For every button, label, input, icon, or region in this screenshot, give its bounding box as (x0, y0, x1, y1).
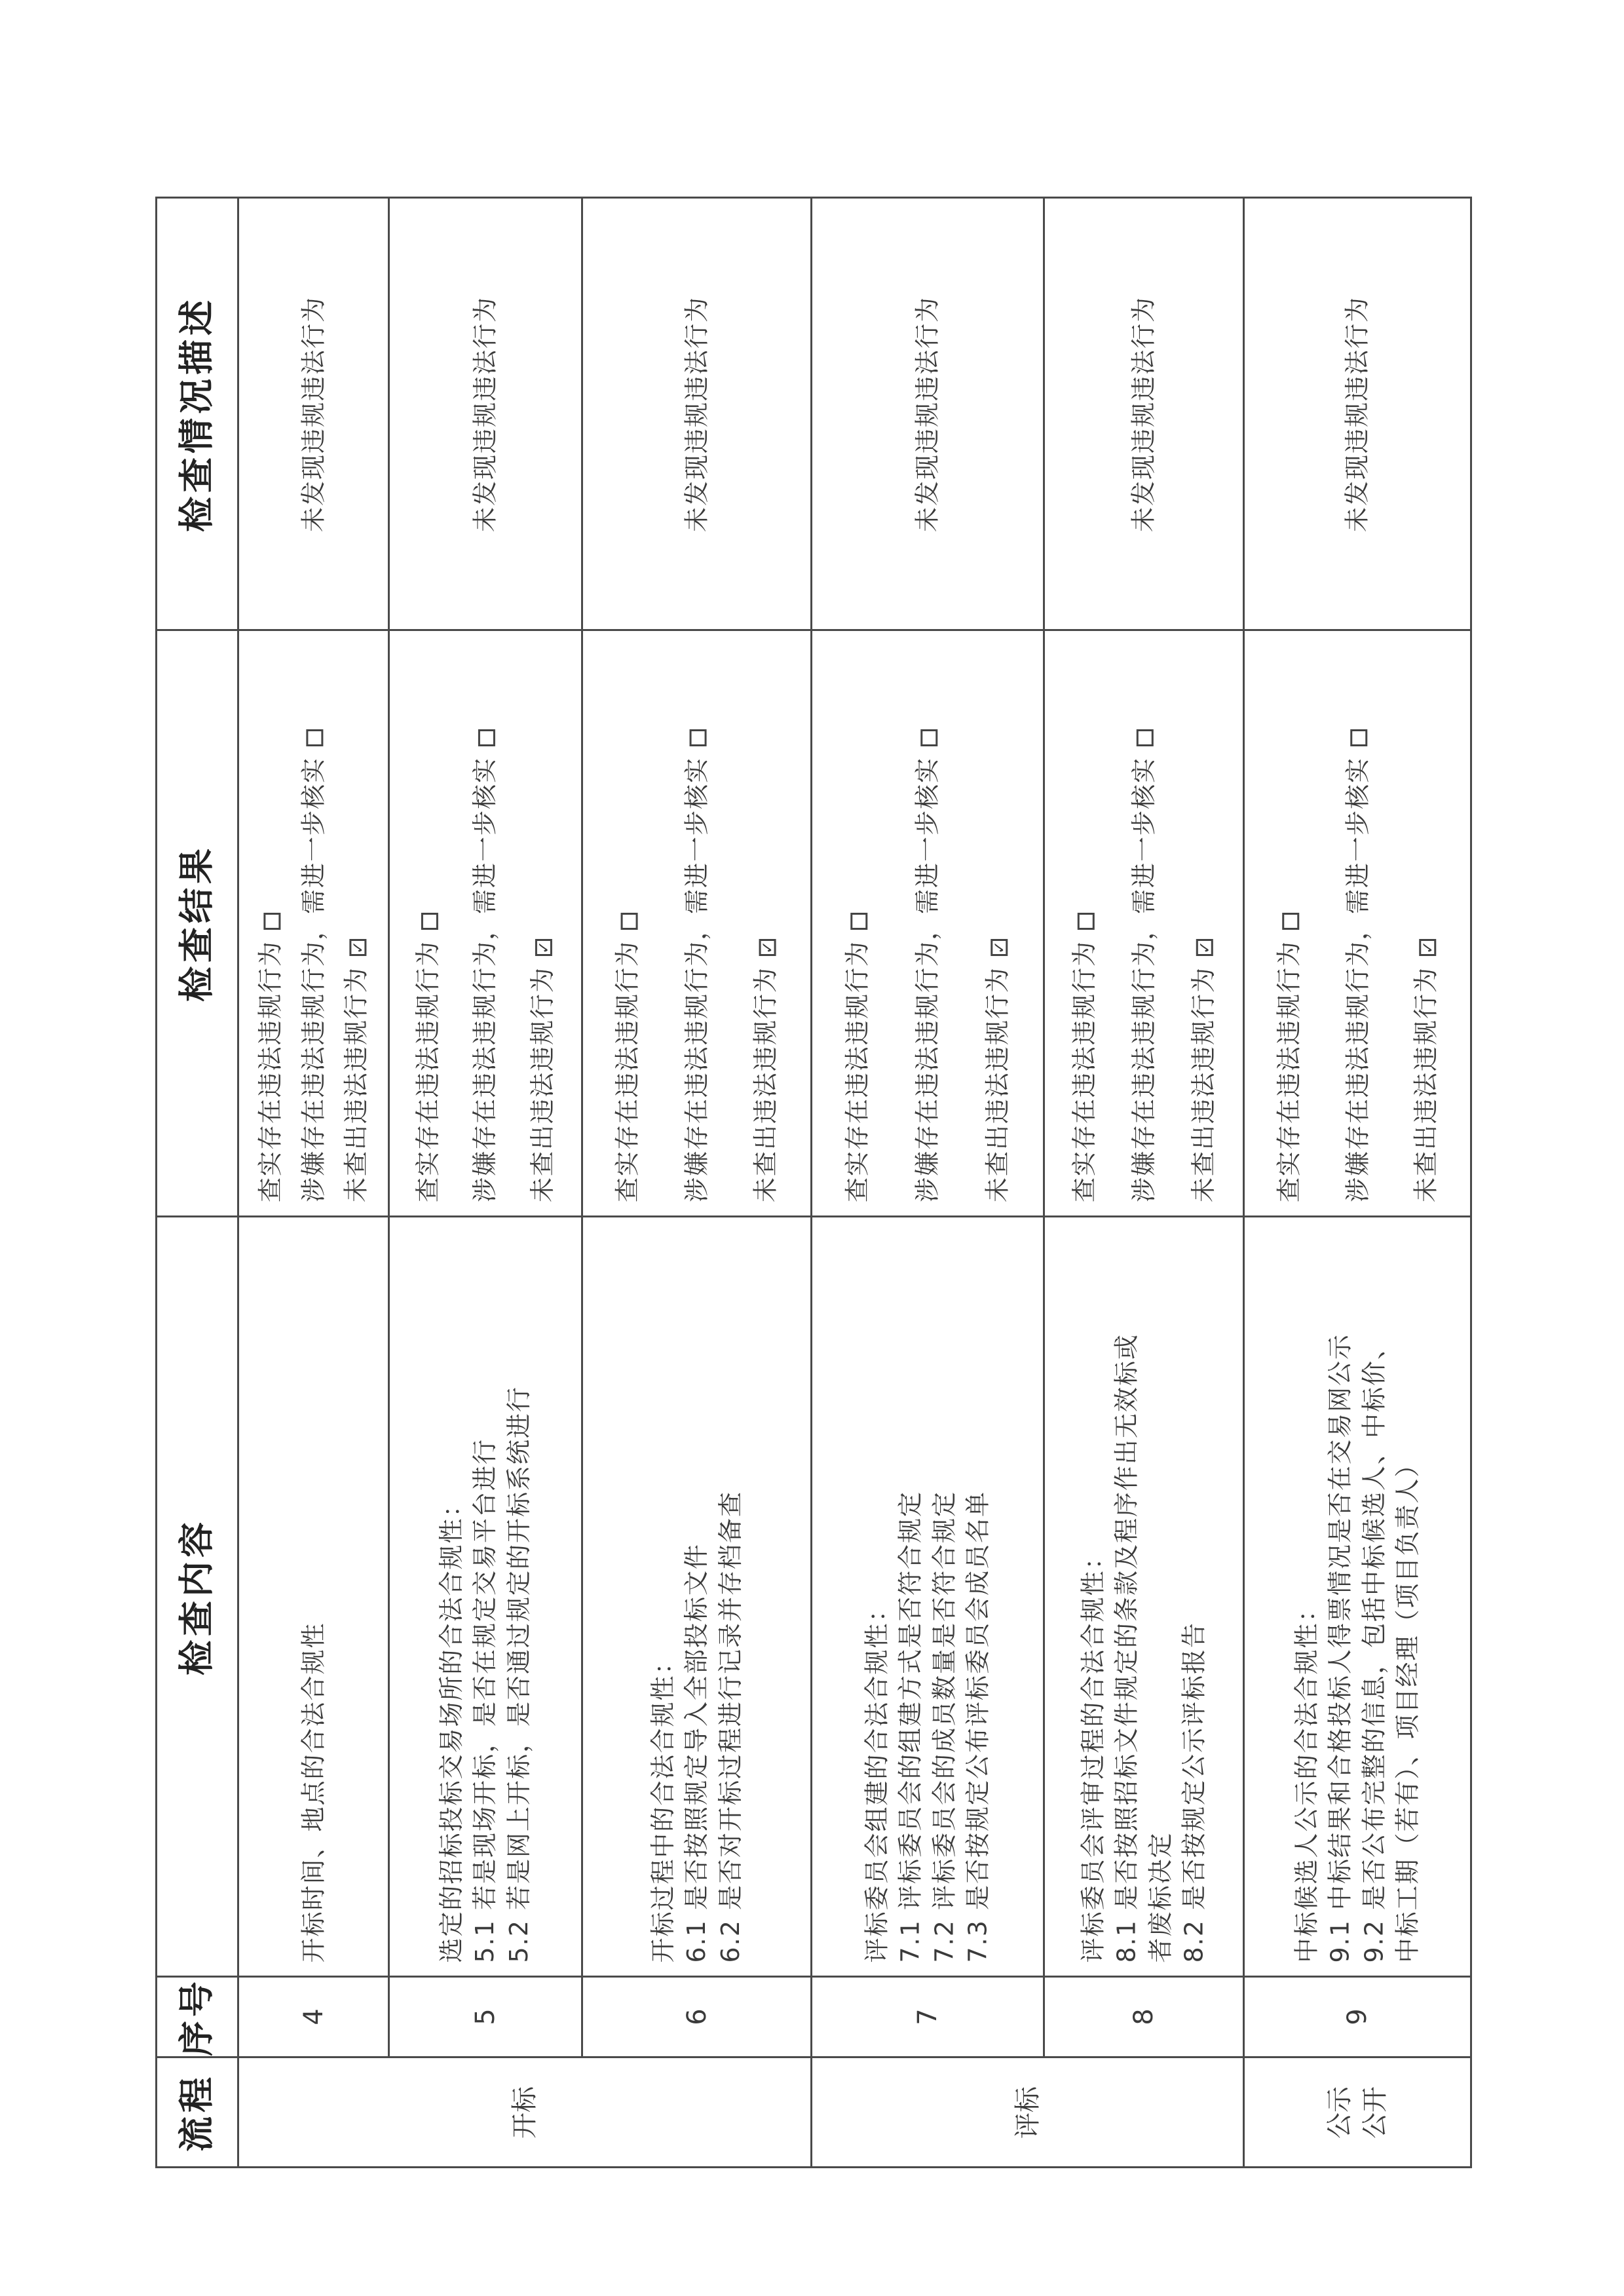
content-line: 9.2 是否公布完整的信息，包括中标候选人、中标价、 (1359, 1333, 1388, 1962)
content-line: 中标工期（若有）、项目经理（项目负责人） (1393, 1450, 1422, 1962)
desc-cell (1245, 199, 1470, 629)
process-name: 开标 (510, 2086, 540, 2139)
desc-cell (390, 199, 581, 629)
content-cell (1245, 1217, 1470, 1976)
process-cell-gongshi (1245, 2058, 1470, 2166)
seq-number: 9 (1342, 2008, 1372, 2025)
result-cell (390, 631, 581, 1215)
header-desc-label: 检查情况描述 (176, 296, 217, 532)
desc-text: 未发现违规违法行为 (1129, 296, 1158, 532)
desc-text: 未发现违规违法行为 (681, 296, 711, 532)
content-text (1290, 1231, 1424, 1962)
desc-text: 未发现违规违法行为 (913, 296, 942, 532)
result-options (400, 644, 571, 1202)
content-line: 9.1 中标结果和合格投标人得票情况是否在交易网公示 (1325, 1333, 1355, 1962)
desc-text: 未发现违规违法行为 (470, 296, 500, 532)
content-line: 中标候选人公示的合法合规性： (1292, 1595, 1321, 1962)
checkbox-empty-icon[interactable] (620, 913, 637, 930)
result-options (249, 644, 378, 1202)
result-option-label: 查实存在违法违规行为 (1069, 940, 1099, 1202)
content-line: 5.2 若是网上开标，是否通过规定的开标系统进行 (504, 1385, 533, 1962)
checkbox-empty-icon[interactable] (850, 913, 867, 930)
process-name: 公示 公开 (1325, 2086, 1390, 2139)
header-content (157, 1217, 237, 1976)
result-option-label: 查实存在违法违规行为 (1274, 940, 1304, 1202)
result-option-label: 查实存在违法违规行为 (413, 940, 442, 1202)
desc-cell (812, 199, 1043, 629)
content-text (435, 1231, 536, 1962)
result-cell (1045, 631, 1243, 1215)
result-option-label: 未查出违法违规行为 (527, 966, 557, 1202)
result-option (514, 644, 571, 1202)
content-cell (390, 1217, 581, 1976)
result-option-label: 未查出违法违规行为 (1411, 966, 1441, 1202)
checkbox-empty-icon[interactable] (1282, 913, 1299, 930)
process-name: 评标 (1012, 2086, 1043, 2139)
desc-cell (1045, 199, 1243, 629)
checkbox-empty-icon[interactable] (306, 729, 323, 746)
result-option-label: 涉嫌存在违法违规行为，需进一步核实 (1342, 756, 1372, 1202)
result-option (593, 644, 662, 1202)
seq-number: 4 (298, 2008, 329, 2025)
content-line: 7.2 评标委员会的成员数量是否符合规定 (930, 1490, 958, 1962)
result-option (335, 644, 378, 1202)
result-option (1055, 644, 1114, 1202)
header-content-label: 检查内容 (176, 1518, 217, 1675)
result-option-label: 查实存在违法违规行为 (613, 940, 642, 1202)
result-option (249, 644, 292, 1202)
desc-cell (239, 199, 388, 629)
result-option (822, 644, 892, 1202)
checkbox-checked-icon[interactable] (759, 939, 776, 956)
checkbox-checked-icon[interactable] (535, 939, 552, 956)
header-process (157, 2058, 237, 2166)
content-text (647, 1231, 747, 1962)
content-line: 8.2 是否按规定公示评标报告 (1179, 1621, 1209, 1962)
result-option-label: 未查出违法违规行为 (341, 966, 371, 1202)
content-line: 6.1 是否按照规定导入全部投标文件 (681, 1542, 711, 1962)
header-seq-label: 序号 (176, 1978, 217, 2056)
desc-text: 未发现违规违法行为 (298, 296, 328, 532)
content-text (860, 1231, 994, 1962)
content-line: 开标过程中的合法合规性： (648, 1647, 677, 1962)
seq-number: 8 (1129, 2008, 1159, 2025)
content-line: 评标委员会组建的合法合规性： (862, 1595, 892, 1962)
content-line: 7.3 是否按规定公布评标委员会成员名单 (963, 1490, 992, 1962)
result-cell (239, 631, 388, 1215)
process-cell-kaibiao (239, 2058, 810, 2166)
result-cell (583, 631, 810, 1215)
seq-number: 6 (681, 2008, 712, 2025)
result-options (593, 644, 801, 1202)
result-option-label: 未查出违法违规行为 (751, 966, 780, 1202)
desc-cell (583, 199, 810, 629)
header-result (157, 631, 237, 1215)
result-option (662, 644, 732, 1202)
result-option-label: 涉嫌存在违法违规行为，需进一步核实 (1129, 756, 1158, 1202)
border-right (1470, 197, 1472, 2168)
checkbox-empty-icon[interactable] (1137, 729, 1154, 746)
desc-text: 未发现违规违法行为 (1342, 296, 1372, 532)
content-line: 选定的招标投标交易场所的合法合规性： (437, 1490, 466, 1962)
header-process-label: 流程 (176, 2073, 217, 2152)
result-options (1255, 644, 1460, 1202)
result-option (963, 644, 1033, 1202)
checkbox-empty-icon[interactable] (689, 729, 706, 746)
content-line: 开标时间、地点的合法合规性 (298, 1621, 328, 1962)
result-option (400, 644, 457, 1202)
content-line: 评标委员会评审过程的合法合规性： (1078, 1542, 1108, 1962)
result-cell (1245, 631, 1470, 1215)
result-option-label: 涉嫌存在违法违规行为，需进一步核实 (298, 756, 328, 1202)
checkbox-empty-icon[interactable] (478, 729, 495, 746)
checkbox-checked-icon[interactable] (1419, 939, 1436, 956)
seq-cell (583, 1978, 810, 2056)
result-option-label: 涉嫌存在违法违规行为，需进一步核实 (913, 756, 942, 1202)
content-text (1076, 1231, 1211, 1962)
result-option (1323, 644, 1392, 1202)
seq-cell (812, 1978, 1043, 2056)
process-cell-pingbiao (812, 2058, 1243, 2166)
result-option (457, 644, 514, 1202)
content-cell (1045, 1217, 1243, 1976)
result-option (1255, 644, 1323, 1202)
checkbox-checked-icon[interactable] (1196, 939, 1213, 956)
checkbox-empty-icon[interactable] (263, 913, 280, 930)
result-option (292, 644, 335, 1202)
result-option (1114, 644, 1174, 1202)
result-option-label: 未查出违法违规行为 (1188, 966, 1218, 1202)
border-bottom (155, 2166, 1472, 2168)
checkbox-empty-icon[interactable] (421, 913, 438, 930)
result-option (1173, 644, 1233, 1202)
header-result-label: 检查结果 (176, 845, 217, 1002)
header-desc (157, 199, 237, 629)
result-cell (812, 631, 1043, 1215)
content-line: 者废标决定 (1146, 1831, 1175, 1962)
result-option-label: 涉嫌存在违法违规行为，需进一步核实 (681, 756, 711, 1202)
result-options (822, 644, 1032, 1202)
content-line: 6.2 是否对开标过程进行记录并存档备查 (715, 1490, 745, 1962)
seq-number: 7 (913, 2008, 943, 2025)
checkbox-empty-icon[interactable] (1350, 729, 1367, 746)
seq-number: 5 (470, 2008, 500, 2025)
seq-cell (239, 1978, 388, 2056)
content-text (297, 1231, 330, 1962)
seq-cell (1245, 1978, 1470, 2056)
result-option-label: 未查出违法违规行为 (983, 966, 1012, 1202)
result-option (1391, 644, 1460, 1202)
content-line: 5.1 若是现场开标，是否在规定交易平台进行 (470, 1438, 500, 1962)
content-cell (812, 1217, 1043, 1976)
content-cell (239, 1217, 388, 1976)
checkbox-empty-icon[interactable] (1077, 913, 1094, 930)
content-cell (583, 1217, 810, 1976)
result-option-label: 查实存在违法违规行为 (842, 940, 872, 1202)
checkbox-checked-icon[interactable] (991, 939, 1008, 956)
result-option (892, 644, 962, 1202)
content-line: 7.1 评标委员会的组建方式是否符合规定 (896, 1490, 925, 1962)
header-seq (157, 1978, 237, 2056)
content-line: 8.1 是否按照招标文件规定的条款及程序作出无效标或 (1112, 1333, 1141, 1962)
seq-cell (390, 1978, 581, 2056)
result-option (731, 644, 801, 1202)
result-options (1055, 644, 1233, 1202)
result-option-label: 查实存在违法违规行为 (255, 940, 284, 1202)
seq-cell (1045, 1978, 1243, 2056)
result-option-label: 涉嫌存在违法违规行为，需进一步核实 (470, 756, 500, 1202)
checkbox-empty-icon[interactable] (920, 729, 937, 746)
checkbox-checked-icon[interactable] (349, 939, 366, 956)
